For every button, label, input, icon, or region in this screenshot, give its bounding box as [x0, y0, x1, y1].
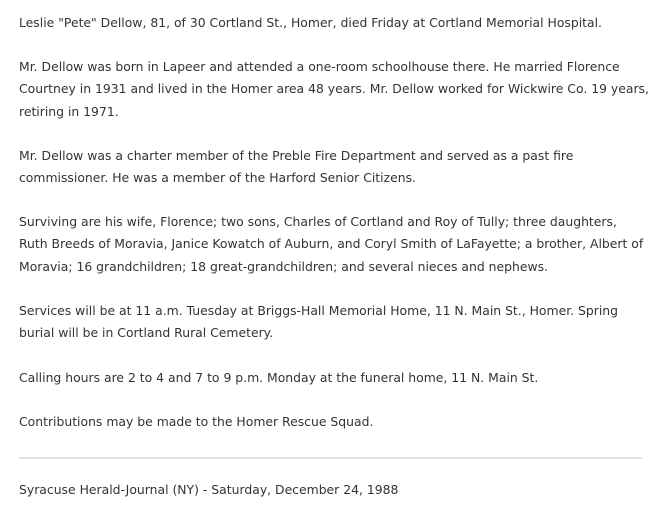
text-line: Contributions may be made to the Homer Rescue Squad. [19, 414, 374, 429]
text-line: commissioner. He was a member of the Harford Senior Citizens. [19, 170, 416, 186]
text-line: Surviving are his wife, Florence; two sons, Charles of Cortland and Roy of Tully; three daughters, [19, 214, 617, 229]
obituary-paragraph-contributions [19, 411, 649, 433]
obituary-paragraph-death-notice [19, 12, 649, 34]
text-line: Mr. Dellow was born in Lapeer and attended a one-room schoolhouse there. He married Florence [19, 59, 620, 74]
obituary-paragraph-services [19, 300, 649, 345]
text-line: Calling hours are 2 to 4 and 7 to 9 p.m. Monday at the funeral home, 11 N. Main St. [19, 370, 539, 385]
text-line: burial will be in Cortland Rural Cemetery. [19, 325, 274, 341]
text-line: Leslie "Pete" Dellow, 81, of 30 Cortland St., Homer, died Friday at Cortland Memorial Hospital. [19, 15, 602, 30]
source-citation-text: Syracuse Herald-Journal (NY) - Saturday, December 24, 1988 [19, 482, 399, 497]
section-divider [19, 457, 642, 459]
obituary-paragraph-biography [19, 56, 649, 123]
text-line: Mr. Dellow was a charter member of the Preble Fire Department and served as a past fire [19, 148, 574, 163]
text-line: Moravia; 16 grandchildren; 18 great-grandchildren; and several nieces and nephews. [19, 258, 548, 274]
text-line: Ruth Breeds of Moravia, Janice Kowatch of Auburn, and Coryl Smith of LaFayette; a brother, Albert of [19, 236, 644, 252]
obituary-paragraph-calling-hours [19, 367, 649, 389]
source-citation [19, 479, 649, 501]
text-line: retiring in 1971. [19, 103, 119, 119]
text-line: Courtney in 1931 and lived in the Homer area 48 years. Mr. Dellow worked for Wickwire Co. 19 years, [19, 81, 649, 97]
obituary-paragraph-memberships [19, 145, 649, 190]
text-line: Services will be at 11 a.m. Tuesday at Briggs-Hall Memorial Home, 11 N. Main St., Homer. Spring [19, 303, 619, 318]
obituary-paragraph-survivors [19, 211, 649, 278]
